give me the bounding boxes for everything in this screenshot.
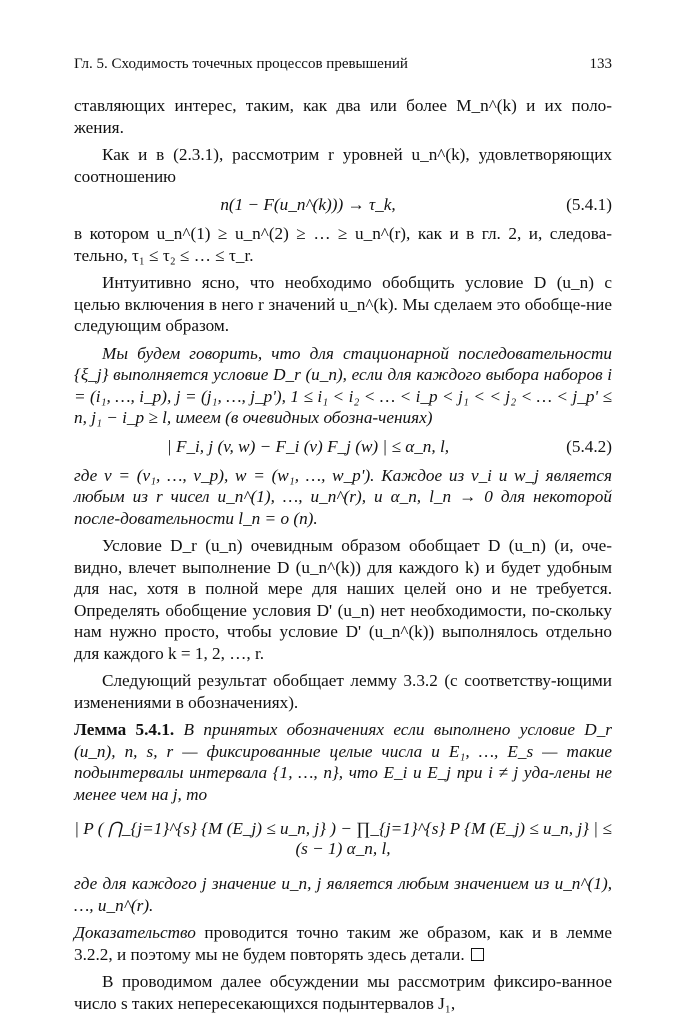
paragraph-4: Интуитивно ясно, что необходимо обобщить условие D (u_n) с целью включения в него r значений u_n^(k). Мы сделаем это обобще-ние следующим образом. [74, 273, 612, 335]
lemma-inequality: | P ( ⋂_{j=1}^{s} {M (E_j) ≤ u_n, j} ) − ∏_{j=1}^{s} P {M (E_j) ≤ u_n, j} | ≤ (s − 1) α_n, l, [74, 819, 612, 858]
proof-text: проводится точно таким же образом, как и в лемме 3.2.2, и поэтому мы не будем повторять здесь детали. [74, 923, 612, 964]
lemma-text: В принятых обозначениях если выполнено условие D_r (u_n), n, s, r — фиксированные целые числа и E₁, …, E_s — такие подынтервалы интервала {1, …, n}, что E_i и E_j при i ≠ j уда-лены не менее чем на j, то [74, 720, 612, 804]
equation-number: (5.4.1) [566, 195, 612, 214]
chapter-title: Гл. 5. Сходимость точечных процессов превышений [74, 56, 408, 72]
lemma-paragraph [74, 719, 612, 805]
paragraph-2: Как и в (2.3.1), рассмотрим r уровней u_n^(k), удовлетворяющих соотношению [74, 145, 612, 186]
equation-5-4-2 [74, 437, 612, 457]
equation-number: (5.4.2) [566, 436, 612, 456]
paragraph-8: Следующий результат обобщает лемму 3.3.2 (с соответству-ющими изменениями в обозначениях). [74, 671, 612, 712]
equation-body: | F_i, j (v, w) − F_i (v) F_j (w) | ≤ α_n, l, [166, 436, 450, 456]
equation-body: n(1 − F(u_n^(k))) → τ_k, [220, 195, 396, 214]
paragraph-7: Условие D_r (u_n) очевидным образом обобщает D (u_n) (и, оче-видно, влечет выполнение D (u_n^(k)) для каждого k) и будет удобным для нас, хотя в полной мере для наших целей оно и не требуется. Определять обобщение условия D' (u_n) нет необходимости, по-скольку нам нужно просто, чтобы условие D' (u_n^(k)) выполнялось отдельно для каждого k = 1, 2, …, r. [74, 536, 612, 663]
book-page [74, 56, 612, 1020]
paragraph-9: где для каждого j значение u_n, j является любым значением из u_n^(1), …, u_n^(r). [74, 874, 612, 915]
running-header [74, 56, 612, 73]
paragraph-1: ставляющих интерес, таким, как два или более M_n^(k) и их поло-жения. [74, 96, 612, 137]
proof-paragraph [74, 922, 612, 965]
proof-label: Доказательство [74, 923, 196, 942]
paragraph-3: в котором u_n^(1) ≥ u_n^(2) ≥ … ≥ u_n^(r), как и в гл. 2, и, следова-тельно, τ₁ ≤ τ₂ ≤ … ≤ τ_r. [74, 224, 612, 265]
lemma-label: Лемма 5.4.1. [74, 720, 175, 739]
qed-square-icon [471, 948, 484, 961]
equation-5-4-1 [74, 195, 612, 215]
page-number: 133 [589, 56, 612, 72]
paragraph-6: где v = (v₁, …, v_p), w = (w₁, …, w_p'). Каждое из v_i и w_j является любым из r чисел u_n^(1), …, u_n^(r), и α_n, l_n → 0 для некоторой после-довательности l_n = o (n). [74, 465, 612, 528]
paragraph-10: В проводимом далее обсуждении мы рассмотрим фиксиро-ванное число s таких непересекающихся подынтервалов J₁, [74, 972, 612, 1013]
definition-paragraph: Мы будем говорить, что для стационарной последовательности {ξ_j} выполняется условие D_r (u_n), если для каждого выбора наборов i = (i₁, …, i_p), j = (j₁, …, j_p'), 1 ≤ i₁ < i₂ < … < i_p < j₁ < < j₂ < … < j_p' ≤ n, j₁ − i_p ≥ l, имеем (в очевидных обозна-чениях) [74, 343, 612, 427]
